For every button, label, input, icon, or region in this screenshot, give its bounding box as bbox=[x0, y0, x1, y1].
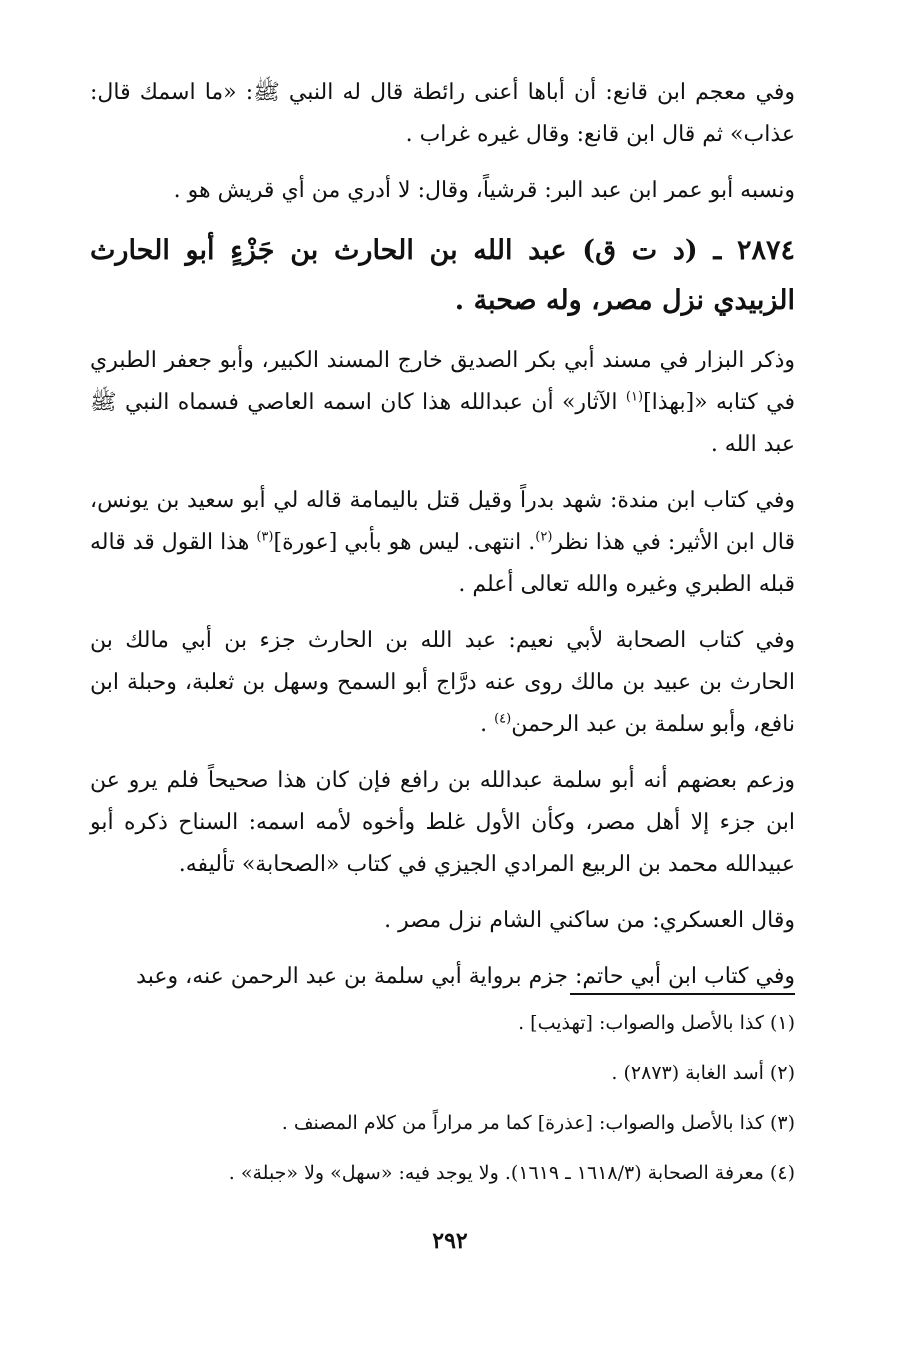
footnote-ref-3: (٣) bbox=[256, 529, 274, 545]
page-number: ٢٩٢ bbox=[432, 1228, 468, 1254]
paragraph-abu-nuaym bbox=[90, 620, 795, 746]
footnote-4: (٤) معرفة الصحابة (١٦١٨/٣ ـ ١٦١٩). ولا يوجد فيه: «سهل» ولا «جبلة» . bbox=[228, 1162, 795, 1184]
paragraph-bazzar bbox=[90, 340, 795, 466]
paragraph-bazzar-text-a: وذكر البزار في مسند أبي بكر الصديق خارج المسند الكبير، وأبو جعفر الطبري في كتابه «[بهذا] bbox=[90, 348, 795, 415]
paragraph-ibn-abd-al-barr: ونسبه أبو عمر ابن عبد البر: قرشياً، وقال: لا أدري من أي قريش هو . bbox=[173, 178, 795, 203]
paragraph-abu-nuaym-text-b: . bbox=[480, 712, 495, 737]
paragraph-ibn-manda bbox=[90, 480, 795, 606]
footnote-divider bbox=[570, 993, 795, 995]
footnote-1: (١) كذا بالأصل والصواب: [تهذيب] . bbox=[518, 1012, 795, 1034]
main-text bbox=[90, 72, 795, 1012]
paragraph-claim: وزعم بعضهم أنه أبو سلمة عبدالله بن رافع فإن كان هذا صحيحاً فلم يرو عن ابن جزء إلا أهل مصر، وكأن الأول غلط وأخوه لأمه اسمه: السناح ذكره أبو عبيدالله محمد بن الربيع المرادي الجيزي في كتاب «الصحابة» تأليفه. bbox=[90, 768, 795, 877]
footnote-3: (٣) كذا بالأصل والصواب: [عذرة] كما مر مراراً من كلام المصنف . bbox=[281, 1112, 795, 1134]
footnote-ref-4: (٤) bbox=[494, 711, 512, 727]
paragraph-ibn-manda-text-c: هذا القول قد قاله قبله الطبري وغيره والله تعالى أعلم . bbox=[90, 530, 795, 597]
paragraph-ibn-manda-text-a: وفي كتاب ابن مندة: شهد بدراً وقيل قتل باليمامة قاله لي أبو سعيد بن يونس، قال ابن الأثير: في هذا نظر bbox=[90, 488, 795, 555]
footnotes bbox=[90, 1010, 795, 1210]
paragraph-askari: وقال العسكري: من ساكني الشام نزل مصر . bbox=[384, 908, 795, 933]
paragraph-ibn-abi-hatim: وفي كتاب ابن أبي حاتم: جزم برواية أبي سلمة بن عبد الرحمن عنه، وعبد bbox=[136, 964, 795, 989]
footnote-ref-1: (١) bbox=[625, 389, 644, 405]
footnote-ref-2: (٢) bbox=[535, 529, 553, 545]
paragraph-ibn-qani: وفي معجم ابن قانع: أن أباها أعنى رائطة قال له النبي ﷺ: «ما اسمك قال: عذاب» ثم قال ابن قانع: وقال غيره غراب . bbox=[90, 80, 795, 147]
footnote-2: (٢) أسد الغابة (٢٨٧٣) . bbox=[611, 1062, 795, 1084]
paragraph-abu-nuaym-text-a: وفي كتاب الصحابة لأبي نعيم: عبد الله بن الحارث جزء بن أبي مالك بن الحارث بن عبيد بن مالك روى عنه درَّاج أبو السمح وسهل بن ثعلبة، وحبلة ابن نافع، وأبو سلمة بن عبد الرحمن bbox=[90, 628, 795, 737]
paragraph-bazzar-text-b: الآثار» أن عبدالله هذا كان اسمه العاصي فسماه النبي ﷺ عبد الله . bbox=[90, 390, 795, 457]
paragraph-ibn-manda-text-b: . انتهى. ليس هو بأبي [عورة] bbox=[273, 530, 536, 555]
entry-heading: ٢٨٧٤ ـ (د ت ق) عبد الله بن الحارث بن جَزْءٍ أبو الحارث الزبيدي نزل مصر، وله صحبة . bbox=[90, 235, 795, 316]
